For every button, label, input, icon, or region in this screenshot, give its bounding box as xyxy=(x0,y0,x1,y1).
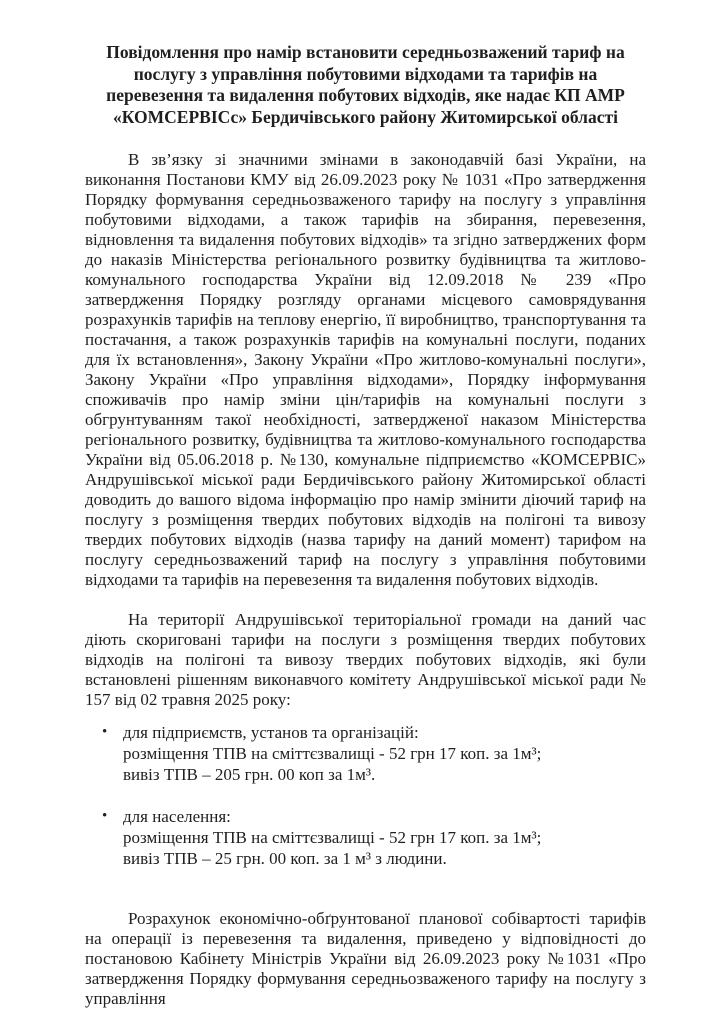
paragraph-legal-basis: В зв’язку зі значними змінами в законодавчій базі України, на виконання Постанови КМУ від 26.09.2023 року № 1031 «Про затвердження Порядку формування середньозваженого тарифу на послугу з управління побутовими відходами, а також тарифів на збирання, перевезення, відновлення та видалення побутових відходів» та згідно затверджених форм до наказів Міністерства регіонального розвитку будівництва та житлово-комунального господарства України від 12.09.2018 № 239 «Про затвердження Порядку розгляду органами місцевого самоврядування розрахунків тарифів на теплову енергію, її виробництво, транспортування та постачання, а також розрахунків тарифів на комунальні послуги, поданих для їх встановлення», Закону України «Про житлово-комунальні послуги», Закону України «Про управління відходами», Порядку інформування споживачів про намір зміни цін/тарифів на комунальні послуги з обгрунтуванням такої необхідності, затвердженої наказом Міністерства регіонального розвитку, будівництва та житлово-комунального господарства України від 05.06.2018 р. №130, комунальне підприємство «КОМСЕРВІС» Андрушівської міської ради Бердичівського району Житомирської області доводить до вашого відома інформацію про намір змінити діючий тариф на послугу з розміщення твердих побутових відходів на полігоні та вивозу твердих побутових відходів (назва тарифу на даний момент) тарифом на послугу середньозважений тариф на послугу з управління побутовими відходами та тарифів на перевезення та видалення побутових відходів. xyxy=(85,150,646,589)
document-title: Повідомлення про намір встановити середньозважений тариф на послугу з управління побутовими відходами та тарифів на перевезення та видалення побутових відходів, яке надає КП АМР «КОМСЕРВІСс» Бердичівського району Житомирської області xyxy=(106,42,625,127)
bullet-icon: • xyxy=(102,724,108,740)
tariff-item-population-placement: розміщення ТПВ на сміттєзвалищі - 52 грн 17 коп. за 1м³; xyxy=(123,828,542,847)
bullet-icon: • xyxy=(102,808,108,824)
tariff-item-population-heading: для населення: xyxy=(123,807,231,826)
tariff-item-enterprises-heading: для підприємств, установ та організацій: xyxy=(123,723,419,742)
paragraph-current-tariffs: На території Андрушівської територіальної громади на даний час діють скориговані тарифи на послуги з розміщення твердих побутових відходів на полігоні та вивозу твердих побутових відходів, які були встановлені рішенням виконавчого комітету Андрушівської міської ради № 157 від 02 травня 2025 року: xyxy=(85,610,646,709)
tariff-item-population xyxy=(85,806,646,869)
tariff-item-enterprises-removal: вивіз ТПВ – 205 грн. 00 коп за 1м³. xyxy=(123,765,376,784)
tariff-item-enterprises-placement: розміщення ТПВ на сміттєзвалищі - 52 грн 17 коп. за 1м³; xyxy=(123,744,542,763)
tariff-item-enterprises xyxy=(85,722,646,785)
paragraph-cost-calculation: Розрахунок економічно-обґрунтованої планової собівартості тарифів на операції із перевезення та видалення, приведено у відповідності до постановою Кабінету Міністрів України від 26.09.2023 року №1031 «Про затвердження Порядку формування середньозваженого тарифу на послугу з управління xyxy=(85,909,646,1008)
tariff-item-population-removal: вивіз ТПВ – 25 грн. 00 коп. за 1 м³ з людини. xyxy=(123,849,447,868)
tariff-list xyxy=(85,722,646,869)
